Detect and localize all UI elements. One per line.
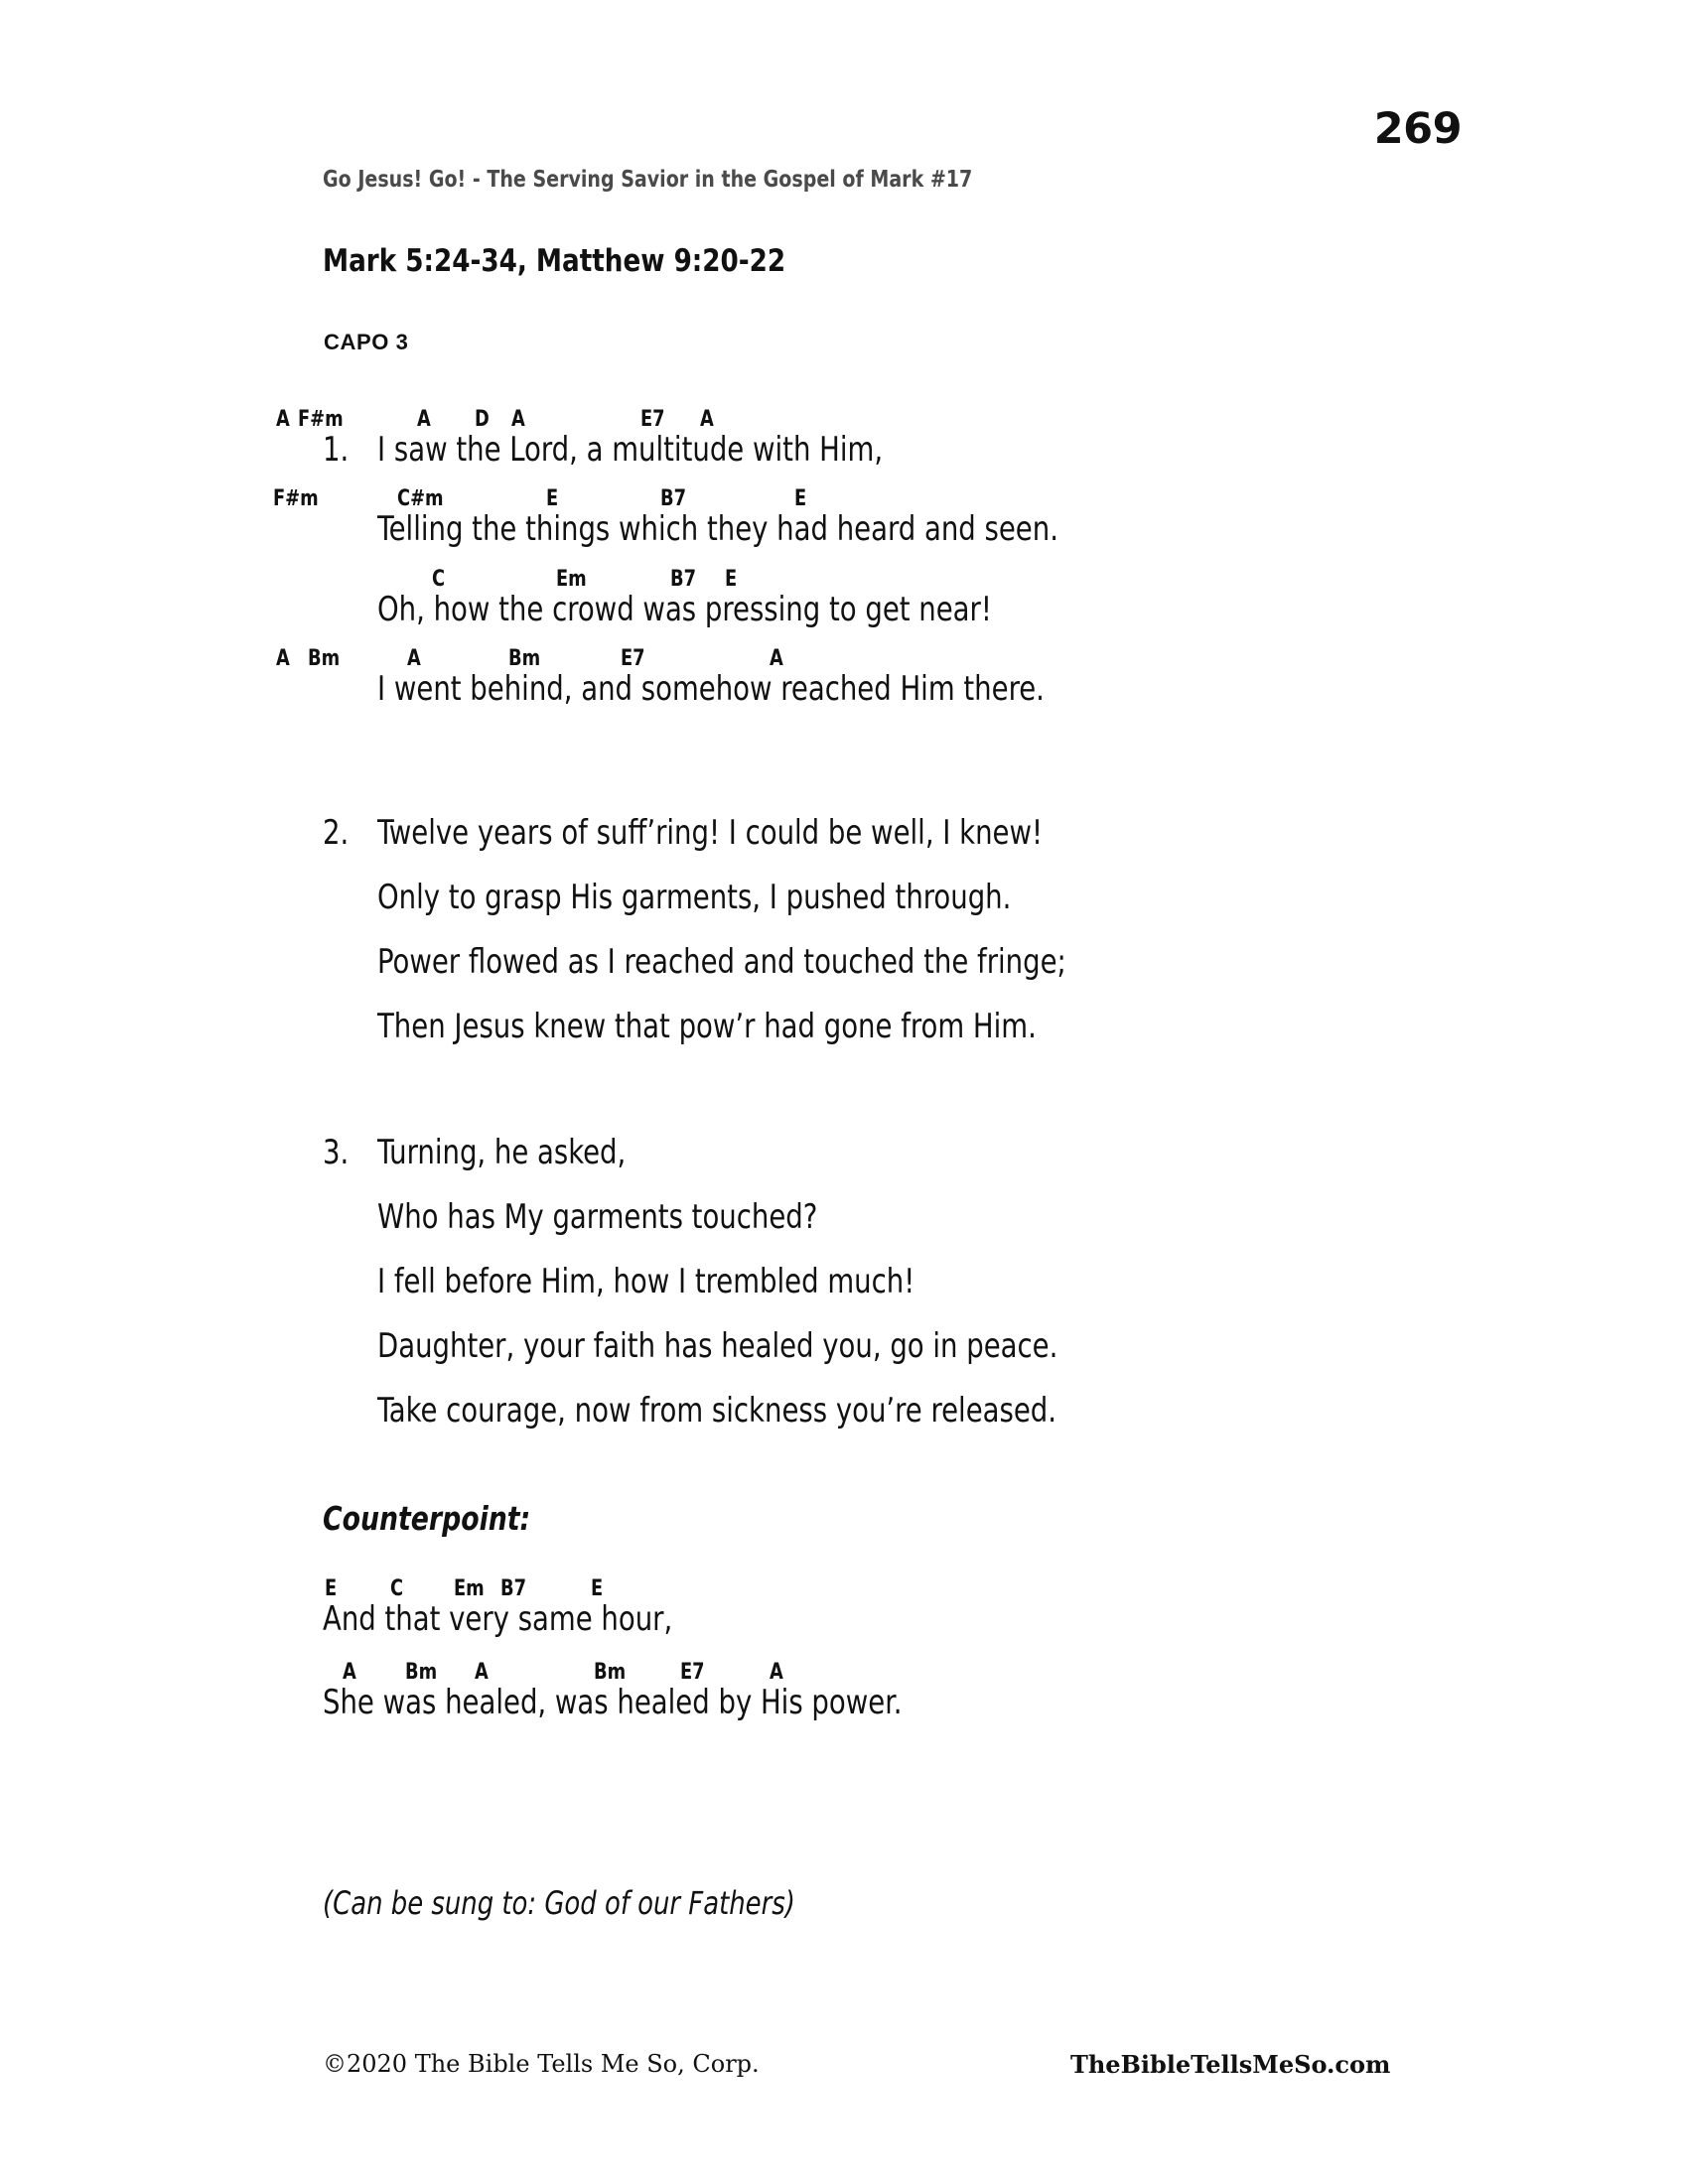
lyric-text: Then Jesus knew that pow’r had gone from Him. <box>377 1007 1037 1046</box>
chord-label: A <box>417 407 431 432</box>
chord-label: C#m <box>397 486 444 511</box>
chord-label: D <box>475 407 490 432</box>
lyric-text: She was healed, was healed by His power. <box>323 1683 903 1722</box>
lyric-text: Take courage, now from sickness you’re released. <box>377 1391 1057 1431</box>
lyric-row <box>0 589 1688 630</box>
chord-label: E <box>325 1576 338 1601</box>
footer-website: TheBibleTellsMeSo.com <box>1070 2050 1391 2079</box>
chord-label: A <box>475 1660 489 1685</box>
counterpoint-heading: Counterpoint: <box>323 1499 531 1538</box>
footer-copyright: ©2020 The Bible Tells Me So, Corp. <box>323 2050 760 2078</box>
lyric-row <box>0 1261 1688 1302</box>
running-header: Go Jesus! Go! - The Serving Savior in the Gospel of Mark #17 <box>323 167 973 193</box>
chord-label: E <box>591 1576 604 1601</box>
chord-label: Bm <box>594 1660 627 1685</box>
chord-label: A <box>276 646 290 671</box>
chord-label: A <box>276 407 290 432</box>
lyric-row <box>0 1196 1688 1238</box>
lyric-row <box>0 429 1688 471</box>
verse-3-line-1 <box>0 1132 1688 1193</box>
lyric-row <box>0 1598 1688 1640</box>
lyric-text: Daughter, your faith has healed you, go in peace. <box>377 1326 1058 1366</box>
verse-number: 3. <box>323 1133 350 1172</box>
chord-label: Bm <box>308 646 341 671</box>
lyric-row <box>0 941 1688 983</box>
verse-number: 2. <box>323 813 350 853</box>
lyric-text: Only to grasp His garments, I pushed through. <box>377 878 1012 917</box>
lyric-text: I fell before Him, how I trembled much! <box>377 1262 915 1301</box>
lyric-row <box>0 1682 1688 1723</box>
lyric-row <box>0 668 1688 710</box>
chord-label: E7 <box>640 407 665 432</box>
lyric-text: Telling the things which they had heard and seen. <box>377 509 1058 549</box>
chord-label: E <box>725 567 738 592</box>
tune-note: (Can be sung to: God of our Fathers) <box>323 1884 795 1922</box>
lyric-text: I went behind, and somehow reached Him there. <box>377 669 1045 709</box>
lyric-text: Power flowed as I reached and touched the fringe; <box>377 942 1066 982</box>
lyric-row <box>0 812 1688 854</box>
chord-label: E7 <box>621 646 645 671</box>
counterpoint-line-1 <box>0 1576 1688 1638</box>
lyric-row <box>0 877 1688 918</box>
chord-label: A <box>770 1660 783 1685</box>
verse-2-line-2 <box>0 877 1688 938</box>
chord-label: C <box>390 1576 404 1601</box>
page-number: 269 <box>1373 104 1462 154</box>
lyric-text: And that very same hour, <box>323 1599 673 1639</box>
verse-1-line-2 <box>0 486 1688 548</box>
verse-2-line-1 <box>0 812 1688 874</box>
chord-label: Bm <box>405 1660 438 1685</box>
chord-label: B7 <box>670 567 696 592</box>
verse-3-line-4 <box>0 1325 1688 1387</box>
lyric-row <box>0 1132 1688 1173</box>
chord-label: C <box>432 567 446 592</box>
chord-label: E <box>794 486 807 511</box>
verse-3-line-3 <box>0 1261 1688 1322</box>
chord-label: A <box>343 1660 356 1685</box>
chord-label: Em <box>454 1576 485 1601</box>
lyric-text: I saw the Lord, a multitude with Him, <box>377 430 884 470</box>
verse-1-line-4 <box>0 646 1688 708</box>
verse-3-line-5 <box>0 1390 1688 1451</box>
capo-label: CAPO 3 <box>324 330 409 354</box>
lyric-row <box>0 1390 1688 1432</box>
lyric-row <box>0 1006 1688 1047</box>
chord-label: Bm <box>508 646 541 671</box>
verse-1-line-3 <box>0 567 1688 628</box>
counterpoint-line-2 <box>0 1660 1688 1721</box>
lyric-row <box>0 1325 1688 1367</box>
lyric-text: Oh, how the crowd was pressing to get near! <box>377 590 992 629</box>
chord-label: E7 <box>680 1660 705 1685</box>
chord-label: B7 <box>500 1576 526 1601</box>
chord-label: A <box>407 646 421 671</box>
verse-2-line-4 <box>0 1006 1688 1067</box>
chord-label: A <box>700 407 714 432</box>
chord-label: F#m <box>273 486 319 511</box>
scripture-reference: Mark 5:24-34, Matthew 9:20-22 <box>323 243 786 279</box>
chord-label: E <box>546 486 559 511</box>
chord-label: B7 <box>660 486 686 511</box>
verse-1-line-1 <box>0 407 1688 469</box>
verse-number: 1. <box>323 430 350 470</box>
chord-label: A <box>770 646 783 671</box>
verse-3-line-2 <box>0 1196 1688 1258</box>
chord-label: F#m <box>298 407 344 432</box>
chord-label: Em <box>556 567 587 592</box>
chord-label: A <box>511 407 525 432</box>
lyric-row <box>0 508 1688 550</box>
lyric-text: Twelve years of suff’ring! I could be well, I knew! <box>377 813 1044 853</box>
lyric-text: Who has My garments touched? <box>377 1197 818 1237</box>
verse-2-line-3 <box>0 941 1688 1003</box>
lyric-text: Turning, he asked, <box>377 1133 627 1172</box>
